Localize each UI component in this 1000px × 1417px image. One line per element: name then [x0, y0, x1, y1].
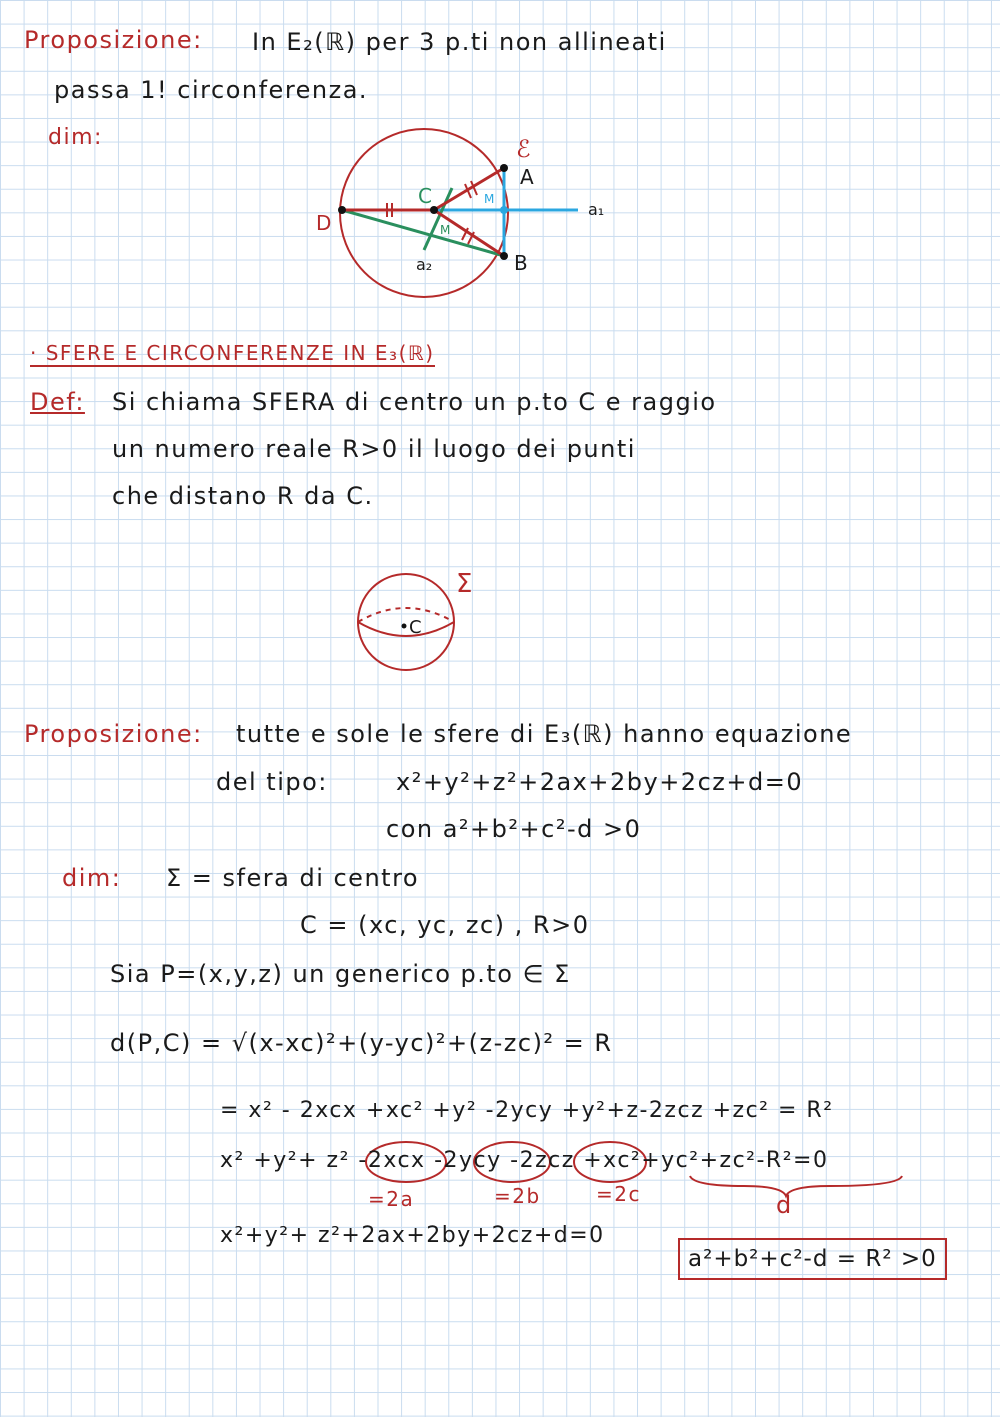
term-label-a: =2a: [368, 1187, 415, 1211]
sphere-equator-front: [358, 622, 454, 636]
sphere-center-label: C: [409, 617, 422, 638]
proof-final-equation: x²+y²+ z²+2ax+2by+2cz+d=0: [220, 1223, 605, 1248]
proof-line-2: C = (xc, yc, zc) , R>0: [300, 911, 590, 939]
label-d: D: [316, 211, 332, 235]
dim-label-2: dim:: [62, 864, 122, 892]
term-label-c: =2c: [596, 1182, 641, 1206]
term-label-d: d: [776, 1191, 793, 1219]
sphere-equation: x²+y²+z²+2ax+2by+2cz+d=0: [396, 768, 804, 796]
proposition-text-1a: In E₂(ℝ) per 3 p.ti non allineati: [252, 28, 667, 56]
term-label-b: =2b: [494, 1184, 541, 1208]
proposition-label-2: Proposizione:: [24, 720, 203, 748]
proof-expansion: = x² - 2xcx +xc² +y² -2ycy +y²+z-2zcz +zc² = R²: [220, 1098, 834, 1123]
label-m2: M: [440, 223, 451, 237]
definition-line-3: che distano R da C.: [112, 482, 374, 510]
label-a1: a₁: [588, 200, 605, 219]
proof-distance: d(P,C) = √(x-xc)²+(y-yc)²+(z-zc)² = R: [110, 1029, 613, 1057]
sphere-condition: con a²+b²+c²-d >0: [386, 815, 642, 843]
dim-label-1: dim:: [48, 125, 103, 150]
proposition-text-2b: del tipo:: [216, 768, 328, 796]
label-a2: a₂: [416, 255, 433, 274]
sphere-outline: [358, 574, 454, 670]
label-c: C: [418, 184, 432, 208]
section-title: · SFERE E CIRCONFERENZE IN E₃(ℝ): [30, 341, 435, 365]
point-a: [500, 164, 508, 172]
proof-rearranged: x² +y²+ z² -2xcx -2ycy -2zcz +xc²+yc²+zc²-R²=0: [220, 1148, 829, 1173]
definition-label: Def:: [30, 388, 85, 416]
proposition-text-2a: tutte e sole le sfere di E₃(ℝ) hanno equazione: [236, 720, 853, 748]
definition-line-2: un numero reale R>0 il luogo dei punti: [112, 435, 636, 463]
point-d: [338, 206, 346, 214]
sphere-name-label: Σ: [456, 569, 473, 599]
definition-line-1: Si chiama SFERA di centro un p.to C e raggio: [112, 388, 717, 416]
label-b: B: [514, 251, 528, 275]
proof-line-1: Σ = sfera di centro: [166, 864, 420, 892]
proposition-text-1b: passa 1! circonferenza.: [54, 76, 369, 104]
proposition-label-1: Proposizione:: [24, 26, 203, 54]
brace-d: [690, 1176, 902, 1196]
point-b: [500, 252, 508, 260]
label-m1: M: [484, 192, 495, 206]
label-a: A: [520, 165, 534, 189]
boxed-condition: a²+b²+c²-d = R² >0: [678, 1238, 947, 1280]
label-circle-name: ℰ: [516, 135, 531, 163]
proof-line-3: Sia P=(x,y,z) un generico p.to ∈ Σ: [110, 960, 571, 988]
point-m1: [500, 206, 508, 214]
sphere-equator-back: [358, 608, 454, 622]
sphere-center-point: [402, 624, 407, 629]
